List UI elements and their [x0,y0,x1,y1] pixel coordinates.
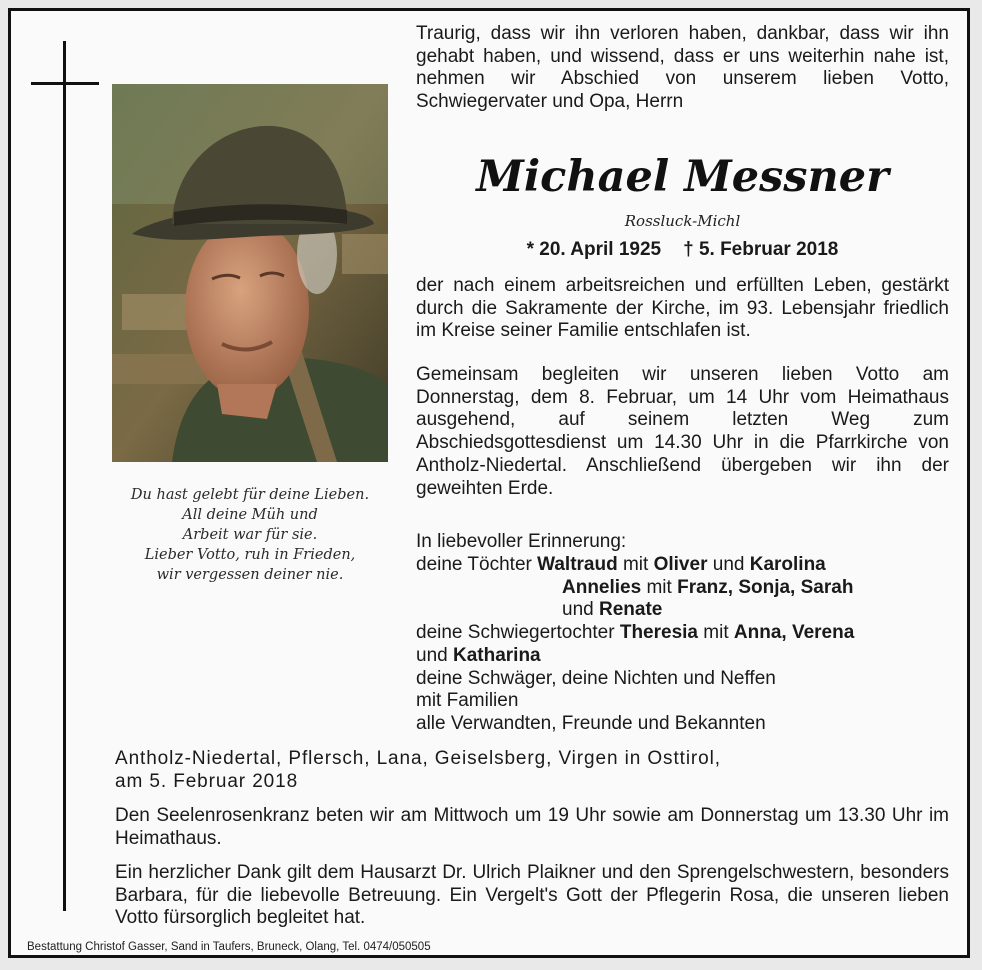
family-member: Franz, Sonja, Sarah [677,576,854,598]
deceased-name: Michael Messner [476,152,889,202]
intro-paragraph: Traurig, dass wir ihn verloren haben, dankbar, dass wir ihn gehabt haben, und wissend, dass er uns weiterhin nahe ist, nehmen wir Abschied von unserem lieben Votto, Schwiegervater und Opa, Herrn [416,23,949,113]
thanks-paragraph: Ein herzlicher Dank gilt dem Hausarzt Dr. Ulrich Plaikner und den Sprengelschwestern, besonders Barbara, für die liebevolle Betreuung. Ein Vergelt's Gott der Pflegerin Rosa, die unseren lieben Votto fürsorglich begleitet hat. [115,862,949,929]
family-list [416,554,956,736]
family-text: mit [698,622,734,644]
poem-line: Lieber Votto, ruh in Frieden, [144,547,356,563]
memorial-poem [112,485,388,585]
funeral-paragraph: Gemeinsam begleiten wir unseren lieben Votto am Donnerstag, dem 8. Februar, um 14 Uhr vom Heimathaus ausgehend, auf seinem letzten Weg zum Abschiedsgottesdienst um 14.30 Uhr in die Pfarrkirche von Antholz-Niedertal. Anschließend übergeben wir ihn der geweihten Erde. [416,364,949,499]
family-line [416,645,956,668]
family-line: mit Familien [416,690,519,712]
poem-line: wir vergessen deiner nie. [156,567,344,583]
portrait-photo [112,84,388,462]
cross-icon [63,41,66,911]
notice-date: am 5. Februar 2018 [115,770,299,792]
family-member: Anna, Verena [733,622,855,644]
places-and-date [115,748,949,793]
deceased-nickname: Rossluck-Michl [624,212,741,230]
family-member: Katharina [452,644,541,666]
family-member: Renate [598,599,663,621]
death-date: † 5. Februar 2018 [683,239,839,260]
family-text: und [707,554,750,575]
family-text: und [562,599,599,621]
poem-line: Arbeit war für sie. [182,527,318,543]
birth-date: * 20. April 1925 [526,239,662,260]
places-line: Antholz-Niedertal, Pflersch, Lana, Geiselsberg, Virgen in Osttirol, [115,748,721,769]
family-member: Karolina [749,554,826,575]
family-line [416,599,956,622]
family-text: mit [617,554,654,575]
family-line [416,622,956,645]
family-member: Annelies [562,576,642,598]
life-dates [416,239,949,261]
family-member: Waltraud [537,554,618,575]
family-line [416,554,956,577]
poem-line: All deine Müh und [182,507,318,523]
rosary-paragraph: Den Seelenrosenkranz beten wir am Mittwoch um 19 Uhr sowie am Donnerstag um 13.30 Uhr im Heimathaus. [115,805,949,849]
death-notice [8,8,970,958]
family-line [416,577,956,600]
family-text: deine Töchter [416,554,538,575]
funeral-home-footer: Bestattung Christof Gasser, Sand in Taufers, Bruneck, Olang, Tel. 0474/050505 [27,941,431,953]
passing-paragraph: der nach einem arbeitsreichen und erfüllten Leben, gestärkt durch die Sakramente der Kirche, im 93. Lebensjahr friedlich im Kreise seiner Familie entschlafen ist. [416,275,949,342]
poem-line: Du hast gelebt für deine Lieben. [130,487,370,503]
family-text: deine Schwiegertochter [416,622,620,644]
family-member: Oliver [653,554,708,575]
cross-icon-crossbar [31,82,99,85]
remembrance-heading: In liebevoller Erinnerung: [416,531,627,552]
family-line: alle Verwandten, Freunde und Bekannten [416,712,766,734]
family-member: Theresia [619,622,698,644]
family-text: mit [641,576,678,598]
family-line: deine Schwäger, deine Nichten und Neffen [416,667,776,689]
family-text: und [416,644,453,666]
